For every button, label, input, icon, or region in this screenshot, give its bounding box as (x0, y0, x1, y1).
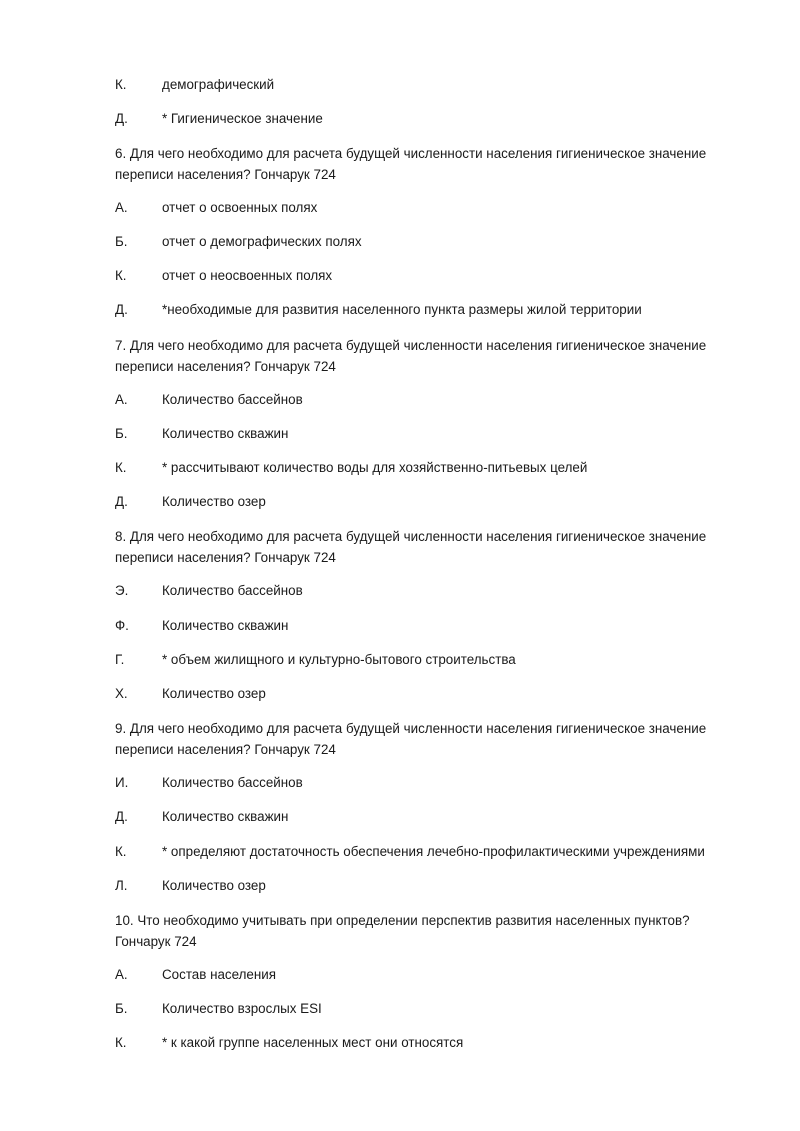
option-letter: Б. (115, 234, 128, 249)
option-text: * рассчитывают количество воды для хозяйственно-питьевых целей (162, 460, 588, 475)
option-letter: К. (115, 460, 127, 475)
option-text: Количество озер (162, 494, 266, 509)
option-text: отчет о неосвоенных полях (162, 268, 333, 283)
option-text: Количество бассейнов (162, 392, 303, 407)
option-text: Количество скважин (162, 618, 289, 633)
option-text: Количество бассейнов (162, 775, 303, 790)
option-letter: Ф. (115, 618, 129, 633)
answer-option (0, 492, 800, 512)
answer-option (0, 266, 800, 286)
option-letter: Д. (115, 494, 128, 509)
option-text: Количество скважин (162, 809, 289, 824)
option-text: отчет о демографических полях (162, 234, 362, 249)
question-text: 7. Для чего необходимо для расчета будущей численности населения гигиеническое значение переписи населения? Гончарук 724 (115, 338, 707, 374)
answer-option (0, 109, 800, 129)
option-text: *необходимые для развития населенного пункта размеры жилой территории (162, 302, 642, 317)
option-letter: Л. (115, 878, 128, 893)
answer-option (0, 650, 800, 670)
option-text: Состав населения (162, 967, 277, 982)
answer-option (0, 198, 800, 218)
option-letter: Э. (115, 583, 129, 598)
answer-option (0, 390, 800, 410)
answer-option (0, 424, 800, 444)
question-text: 8. Для чего необходимо для расчета будущей численности населения гигиеническое значение переписи населения? Гончарук 724 (115, 529, 707, 565)
answer-option (0, 1033, 800, 1053)
option-letter: А. (115, 967, 128, 982)
option-letter: Х. (115, 686, 128, 701)
question-text: 9. Для чего необходимо для расчета будущей численности населения гигиеническое значение переписи населения? Гончарук 724 (115, 721, 707, 757)
option-text: Количество скважин (162, 426, 289, 441)
option-text: Количество взрослых ESI (162, 1001, 322, 1016)
question-text: 10. Что необходимо учитывать при определении перспектив развития населенных пунктов? Гончарук 724 (115, 913, 690, 949)
option-letter: А. (115, 200, 128, 215)
answer-option (0, 807, 800, 827)
option-letter: А. (115, 392, 128, 407)
answer-option (0, 300, 800, 320)
option-text: * Гигиеническое значение (162, 111, 323, 126)
option-text: * определяют достаточность обеспечения лечебно-профилактическими учреждениями (162, 844, 705, 859)
answer-option (0, 684, 800, 704)
option-letter: К. (115, 77, 127, 92)
option-letter: И. (115, 775, 129, 790)
option-text: * объем жилищного и культурно-бытового строительства (162, 652, 516, 667)
answer-option (0, 581, 800, 601)
question-text: 6. Для чего необходимо для расчета будущей численности населения гигиеническое значение переписи населения? Гончарук 724 (115, 146, 707, 182)
option-letter: К. (115, 268, 127, 283)
option-letter: Д. (115, 111, 128, 126)
answer-option (0, 616, 800, 636)
answer-option (0, 965, 800, 985)
option-text: Количество озер (162, 686, 266, 701)
option-letter: К. (115, 1035, 127, 1050)
option-letter: Г. (115, 652, 125, 667)
option-letter: Д. (115, 809, 128, 824)
option-letter: Д. (115, 302, 128, 317)
answer-option (0, 232, 800, 252)
option-text: демографический (162, 77, 275, 92)
option-text: Количество озер (162, 878, 266, 893)
option-letter: К. (115, 844, 127, 859)
answer-option (0, 458, 800, 478)
answer-option (0, 876, 800, 896)
option-letter: Б. (115, 1001, 128, 1016)
option-text: Количество бассейнов (162, 583, 303, 598)
option-letter: Б. (115, 426, 128, 441)
answer-option (0, 999, 800, 1019)
answer-option (0, 75, 800, 95)
answer-option (0, 773, 800, 793)
option-text: отчет о освоенных полях (162, 200, 318, 215)
option-text: * к какой группе населенных мест они относятся (162, 1035, 464, 1050)
answer-option (0, 842, 800, 862)
